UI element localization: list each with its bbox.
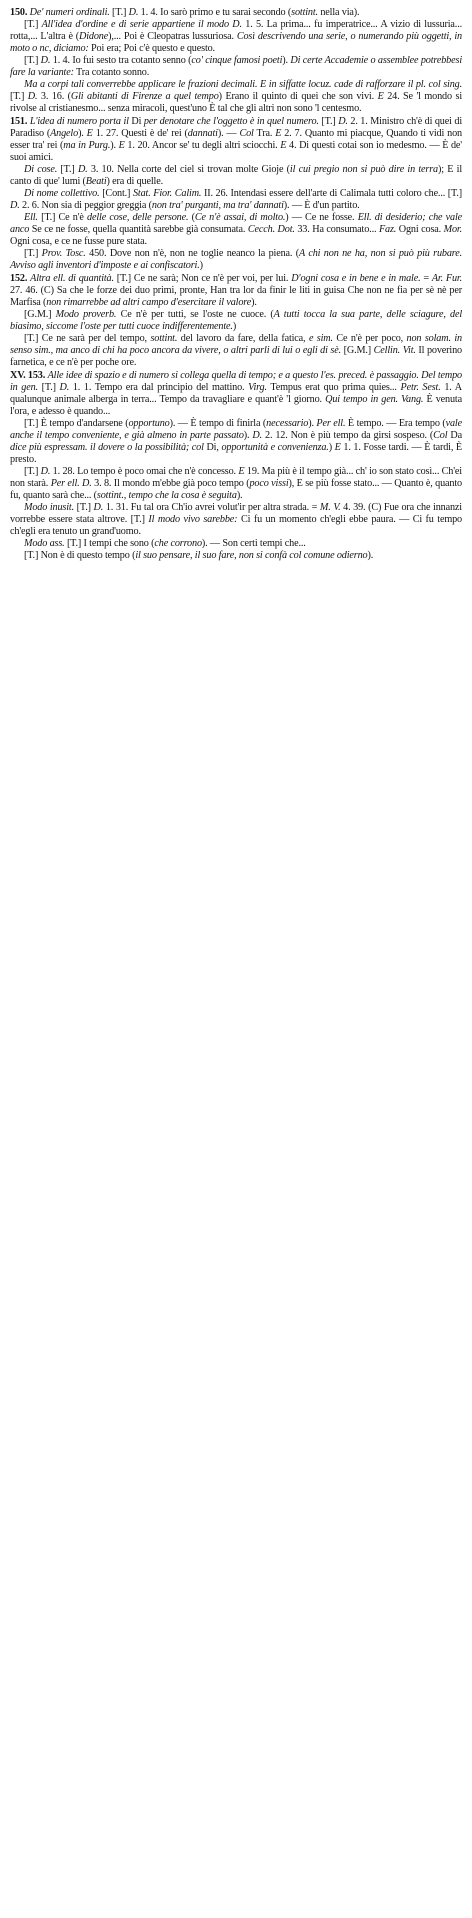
entry-153-assoluto: Modo ass. [T.] I tempi che sono (che corrono). — Son certi tempi che...	[24, 538, 306, 549]
entry-153-inusitato: Modo inusit. [T.] D. 1. 31. Fu tal ora Ch'io avrei volut'ir per altra strada. = M. V. 4. 39. (C) Fue ora che innanzi vorrebbe essere stata altrove. [T.] Il modo vivo sarebbe: Ci fu un momento ch'egli ebbe paura. — Ci fu tempo ch'egli era tenuto un grand'uomo.	[10, 502, 462, 537]
entry-151-proverbio: [T.] Prov. Tosc. 450. Dove non n'è, non ne toglie neanco la piena. (A chi non ne ha, non si può più rubare. Avviso agli inventori d'imposte e ai confiscatori.)	[10, 248, 462, 271]
entry-152: 152. Altra ell. di quantità. [T.] Ce ne sarà; Non ce n'è per voi, per lui. D'ogni cosa e in bene e in male. = Ar. Fur. 27. 46. (C) Sa che le forze dei duo primi, pronte, Han tra lor da finir le liti in guisa Che non ne fia per sè nè per Marfisa (non rimarrebbe ad altri campo d'esercitare il valore).	[10, 273, 462, 308]
entry-153-questo-tempo: [T.] Non è di questo tempo (il suo pensare, il suo fare, non si confà col comune odierno).	[24, 550, 374, 561]
entry-151-cose: Di cose. [T.] D. 3. 10. Nella corte del ciel si trovan molte Gioje (il cui pregio non si può dire in terra); E il canto di que' lumi (Beati) era di quelle.	[10, 164, 462, 187]
entry-150-sesto: [T.] D. 1. 4. Io fui sesto tra cotanto senno (co' cinque famosi poeti). Di certe Accademie o assemblee potrebbesi fare la variante: Tra cotanto sonno.	[10, 55, 462, 78]
entry-153-opportuno: [T.] È tempo d'andarsene (opportuno). — È tempo di finirla (necessario). Per ell. È tempo. — Era tempo (vale anche il tempo conveniente, e già almeno in parte passato). D. 2. 12. Non è più tempo da girsi sospeso. (Col Da dice più espressam. il dovere o la possibilità; col Di, opportunità e convenienza.) E 1. 1. Fosse tardi. — È tardi, È presto.	[10, 418, 462, 465]
entry-153-concesso: [T.] D. 1. 28. Lo tempo è poco omai che n'è concesso. E 19. Ma più è il tempo già... ch' io son stato così... Ch'ei non starà. Per ell. D. 3. 8. Il mondo m'ebbe già poco tempo (poco vissi), E se più fosse stato... — Quanto è, quanto fu, quanto sarà che... (sottint., tempo che la cosa è seguita).	[10, 466, 462, 501]
entry-150: 150. De' numeri ordinali. [T.] D. 1. 4. Io sarò primo e tu sarai secondo (sottint. nella via).	[10, 7, 360, 18]
entry-152-proverb: [G.M.] Modo proverb. Ce n'è per tutti, se l'oste ne cuoce. (A tutti tocca la sua parte, delle sciagure, del biasimo, siccome l'oste per tutti cuoce indifferentemente.)	[10, 309, 462, 332]
entry-153: XV. 153. Alle idee di spazio e di numero si collega quella di tempo; e a questo l'es. preced. è passaggio. Del tempo in gen. [T.] D. 1. 1. Tempo era dal principio del mattino. Virg. Tempus erat quo prima quies... Petr. Sest. 1. A qualunque animale alberga in terra... Tempo da travagliare e quant'è 'l giorno. Qui tempo in gen. Vang. È venuta l'ora, e adesso è quando...	[10, 370, 463, 417]
entry-150-frazioni: Ma a corpi tali converrebbe applicare le frazioni decimali. E in siffatte locuz. cade di rafforzare il pl. col sing. [T.] D. 3. 16. (Gli abitanti di Firenze a quel tempo) Erano il quinto di quei che son vivi. E 24. Se 'l mondo si rivolse al cristianesmo... senza miracoli, quest'uno È tal che gli altri non sono 'l centesmo.	[10, 79, 462, 114]
entry-151: 151. L'idea di numero porta il Di per denotare che l'oggetto è in quel numero. [T.] D. 2. 1. Ministro ch'è di quei di Paradiso (Angelo). E 1. 27. Questi è de' rei (dannati). — Col Tra. E 2. 7. Quanto mi piacque, Quando ti vidi non esser tra' rei (ma in Purg.). E 1. 20. Ancor se' tu degli altri sciocchi. E 4. Di questi cotai son io medesmo. — È de' suoi amici.	[10, 116, 463, 163]
entry-152-tempo: [T.] Ce ne sarà per del tempo, sottint. del lavoro da fare, della fatica, e sim. Ce n'è per poco, non solam. in senso sim., ma anco di chi ha poco ancora da vivere, o altri parli di lui o egli di sè. [G.M.] Cellin. Vit. Il poverino farnetica, e ce n'è per poche ore.	[10, 333, 462, 368]
entry-151-ellissi: Ell. [T.] Ce n'è delle cose, delle persone. (Ce n'è assai, di molto.) — Ce ne fosse. Ell. di desiderio; che vale anco Se ce ne fosse, quella quantità sarebbe già consumata. Cecch. Dot. 33. Ha consumato... Faz. Ogni cosa. Mor. Ogni cosa, e ce ne fusse pure stata.	[10, 212, 463, 247]
entry-150-ordine: [T.] All'idea d'ordine e di serie appartiene il modo D. 1. 5. La prima... fu imperatrice... A vizio di lussuria... rotta,... L'altra è (Didone),... Poi è Cleopatras lussuriosa. Così descrivendo una serie, o numerando più oggetti, in moto o nc, diciamo: Poi era; Poi c'è questo e questo.	[10, 19, 462, 54]
entry-151-collettivo: Di nome collettivo. [Cont.] Stat. Fior. Calim. II. 26. Intendasi essere dell'arte di Calimala tutti coloro che... [T.] D. 2. 6. Non sia di peggior greggia (non tra' purganti, ma tra' dannati). — È d'un partito.	[10, 188, 463, 211]
